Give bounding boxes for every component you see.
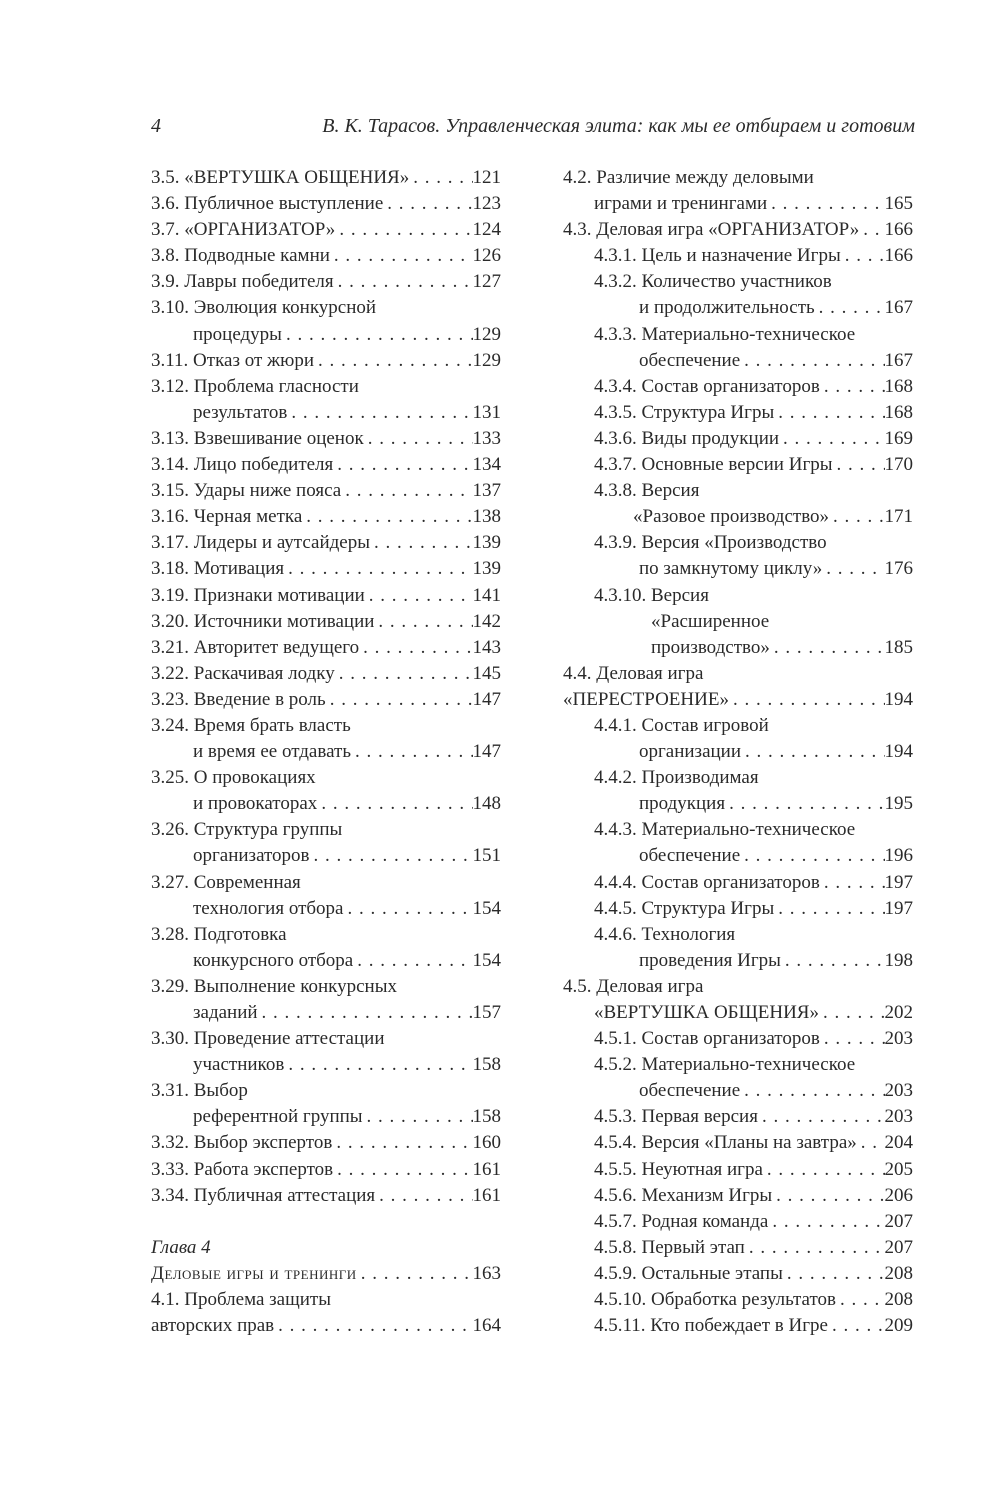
toc-subentry: 4.4.3. Материально-техническое bbox=[594, 819, 856, 841]
toc-subentry: 4.3.6. Виды продукции . . . 169 bbox=[563, 426, 913, 452]
toc-subentry: 4.4.4. Состав организаторов . . . 197 bbox=[563, 870, 913, 896]
toc-entry: 3.30. Проведение аттестации bbox=[151, 1028, 385, 1050]
toc-subentry: 4.3.7. Основные версии Игры . . . 170 bbox=[563, 452, 913, 478]
toc-entry: 3.18. Мотивация . . . 139 bbox=[151, 556, 501, 582]
toc-subentry: 4.3.4. Состав организаторов . . . 168 bbox=[563, 374, 913, 400]
toc-subentry: 4.5.10. Обработка результатов . . . 208 bbox=[563, 1287, 913, 1313]
toc-subentry: 4.5.7. Родная команда . . . 207 bbox=[563, 1209, 913, 1235]
toc-entry: 4.5. Деловая игра bbox=[563, 975, 704, 997]
toc-subentry: 4.3.1. Цель и назначение Игры . . . 166 bbox=[563, 243, 913, 269]
toc-entry: 3.19. Признаки мотивации . . . 141 bbox=[151, 583, 501, 609]
toc-subentry: 4.5.9. Остальные этапы . . . 208 bbox=[563, 1261, 913, 1287]
toc-subentry: 4.5.6. Механизм Игры . . . 206 bbox=[563, 1183, 913, 1209]
toc-entry-continued: продукция . . . 195 bbox=[563, 791, 913, 817]
toc-subentry: 4.5.3. Первая версия . . . 203 bbox=[563, 1104, 913, 1130]
toc-subentry: 4.3.8. Версия bbox=[594, 480, 700, 502]
toc-entry: 3.7. «ОРГАНИЗАТОР» . . . 124 bbox=[151, 217, 501, 243]
toc-entry-continued: референтной группы . . . 158 bbox=[151, 1104, 501, 1130]
toc-entry-continued: результатов . . . 131 bbox=[151, 400, 501, 426]
toc-subentry: 4.5.1. Состав организаторов . . . 203 bbox=[563, 1026, 913, 1052]
toc-entry: 3.15. Удары ниже пояса . . . 137 bbox=[151, 478, 501, 504]
toc-entry: 3.5. «ВЕРТУШКА ОБЩЕНИЯ» . . . 121 bbox=[151, 165, 501, 191]
toc-entry: 3.31. Выбор bbox=[151, 1080, 248, 1102]
toc-entry-continued: «ВЕРТУШКА ОБЩЕНИЯ» . . . 202 bbox=[563, 1000, 913, 1026]
toc-entry-continued: организации . . . 194 bbox=[563, 739, 913, 765]
toc-subentry: 4.3.9. Версия «Производство bbox=[594, 532, 827, 554]
toc-subentry: 4.5.11. Кто побеждает в Игре . . . 209 bbox=[563, 1313, 913, 1339]
toc-entry-continued: авторских прав . . . 164 bbox=[151, 1313, 501, 1339]
toc-entry-continued: «Разовое производство» . . . 171 bbox=[563, 504, 913, 530]
toc-entry-continued: конкурсного отбора . . . 154 bbox=[151, 948, 501, 974]
toc-entry: 3.10. Эволюция конкурсной bbox=[151, 297, 377, 319]
toc-entry: 3.24. Время брать власть bbox=[151, 714, 351, 736]
toc-subentry: 4.4.5. Структура Игры . . . 197 bbox=[563, 896, 913, 922]
spacer bbox=[151, 1209, 501, 1235]
toc-entry: 3.16. Черная метка . . . 138 bbox=[151, 504, 501, 530]
toc-entry-continued: технология отбора . . . 154 bbox=[151, 896, 501, 922]
chapter-label: Глава 4 bbox=[151, 1236, 211, 1258]
toc-subentry: 4.5.5. Неуютная игра . . . 205 bbox=[563, 1157, 913, 1183]
toc-subentry: 4.4.6. Технология bbox=[594, 923, 736, 945]
toc-entry-continued: проведения Игры . . . 198 bbox=[563, 948, 913, 974]
toc-entry-continued: организаторов . . . 151 bbox=[151, 843, 501, 869]
toc-entry-continued: производство» . . . 185 bbox=[563, 635, 913, 661]
toc-entry-continued: обеспечение . . . 167 bbox=[563, 348, 913, 374]
toc-entry-continued: заданий . . . 157 bbox=[151, 1000, 501, 1026]
toc-subentry: 4.5.8. Первый этап . . . 207 bbox=[563, 1235, 913, 1261]
toc-entry-continued: участников . . . 158 bbox=[151, 1052, 501, 1078]
toc-subentry: 4.3.3. Материально-техническое bbox=[594, 323, 856, 345]
toc-entry-continued: «ПЕРЕСТРОЕНИЕ» . . . 194 bbox=[563, 687, 913, 713]
toc-entry: 3.14. Лицо победителя . . . 134 bbox=[151, 452, 501, 478]
running-title: В. К. Тарасов. Управленческая элита: как мы ее отбираем и готовим bbox=[322, 115, 915, 137]
toc-entry-continued: «Расширенное bbox=[651, 610, 770, 632]
toc-entry: 4.4. Деловая игра bbox=[563, 662, 704, 684]
toc-entry-continued: и продолжительность . . . 167 bbox=[563, 295, 913, 321]
toc-entry: 3.21. Авторитет ведущего . . . 143 bbox=[151, 635, 501, 661]
toc-subentry: 4.5.2. Материально-техническое bbox=[594, 1054, 856, 1076]
toc-entry-continued: по замкнутому циклу» . . . 176 bbox=[563, 556, 913, 582]
toc-subentry: 4.4.2. Производимая bbox=[594, 767, 759, 789]
toc-entry: 3.8. Подводные камни . . . 126 bbox=[151, 243, 501, 269]
toc-entry: 3.27. Современная bbox=[151, 871, 301, 893]
toc-entry-continued: процедуры . . . 129 bbox=[151, 322, 501, 348]
page-number: 4 bbox=[151, 115, 161, 137]
toc-entry-continued: играми и тренингами . . . 165 bbox=[563, 191, 913, 217]
toc-entry: 4.2. Различие между деловыми bbox=[563, 167, 814, 188]
toc-column-right bbox=[563, 165, 913, 1339]
toc-entry: 3.33. Работа экспертов . . . 161 bbox=[151, 1157, 501, 1183]
toc-entry: 3.20. Источники мотивации . . . 142 bbox=[151, 609, 501, 635]
toc-entry: 3.13. Взвешивание оценок . . . 133 bbox=[151, 426, 501, 452]
toc-entry-continued: обеспечение . . . 196 bbox=[563, 843, 913, 869]
toc-entry-continued: обеспечение . . . 203 bbox=[563, 1078, 913, 1104]
toc-entry: 3.25. О провокациях bbox=[151, 767, 316, 789]
toc-entry: 3.29. Выполнение конкурсных bbox=[151, 975, 397, 997]
toc-entry: 3.26. Структура группы bbox=[151, 819, 343, 841]
toc-subentry: 4.5.4. Версия «Планы на завтра» . . . 204 bbox=[563, 1130, 913, 1156]
toc-entry: 3.9. Лавры победителя . . . 127 bbox=[151, 269, 501, 295]
toc-entry: 3.12. Проблема гласности bbox=[151, 375, 359, 397]
toc-entry: 3.28. Подготовка bbox=[151, 923, 287, 945]
toc-subentry: 4.3.5. Структура Игры . . . 168 bbox=[563, 400, 913, 426]
toc-entry: 3.6. Публичное выступление . . . 123 bbox=[151, 191, 501, 217]
running-header bbox=[151, 115, 915, 145]
toc-entry-continued: и время ее отдавать . . . 147 bbox=[151, 739, 501, 765]
toc-entry: 3.32. Выбор экспертов . . . 160 bbox=[151, 1130, 501, 1156]
toc-entry: 3.22. Раскачивая лодку . . . 145 bbox=[151, 661, 501, 687]
toc-entry: 4.1. Проблема защиты bbox=[151, 1289, 331, 1311]
toc-entry: 3.34. Публичная аттестация . . . 161 bbox=[151, 1183, 501, 1209]
toc-subentry: 4.3.10. Версия bbox=[594, 584, 709, 606]
toc-entry-continued: и провокаторах . . . 148 bbox=[151, 791, 501, 817]
toc-column-left bbox=[151, 165, 501, 1339]
chapter-title: Деловые игры и тренинги . . . 163 bbox=[151, 1261, 501, 1287]
toc-entry: 3.17. Лидеры и аутсайдеры . . . 139 bbox=[151, 530, 501, 556]
toc-entry: 3.11. Отказ от жюри . . . 129 bbox=[151, 348, 501, 374]
toc-entry: 4.3. Деловая игра «ОРГАНИЗАТОР» . . . 166 bbox=[563, 217, 913, 243]
toc-subentry: 4.4.1. Состав игровой bbox=[594, 714, 769, 736]
toc-subentry: 4.3.2. Количество участников bbox=[594, 271, 832, 293]
toc-entry: 3.23. Введение в роль . . . 147 bbox=[151, 687, 501, 713]
